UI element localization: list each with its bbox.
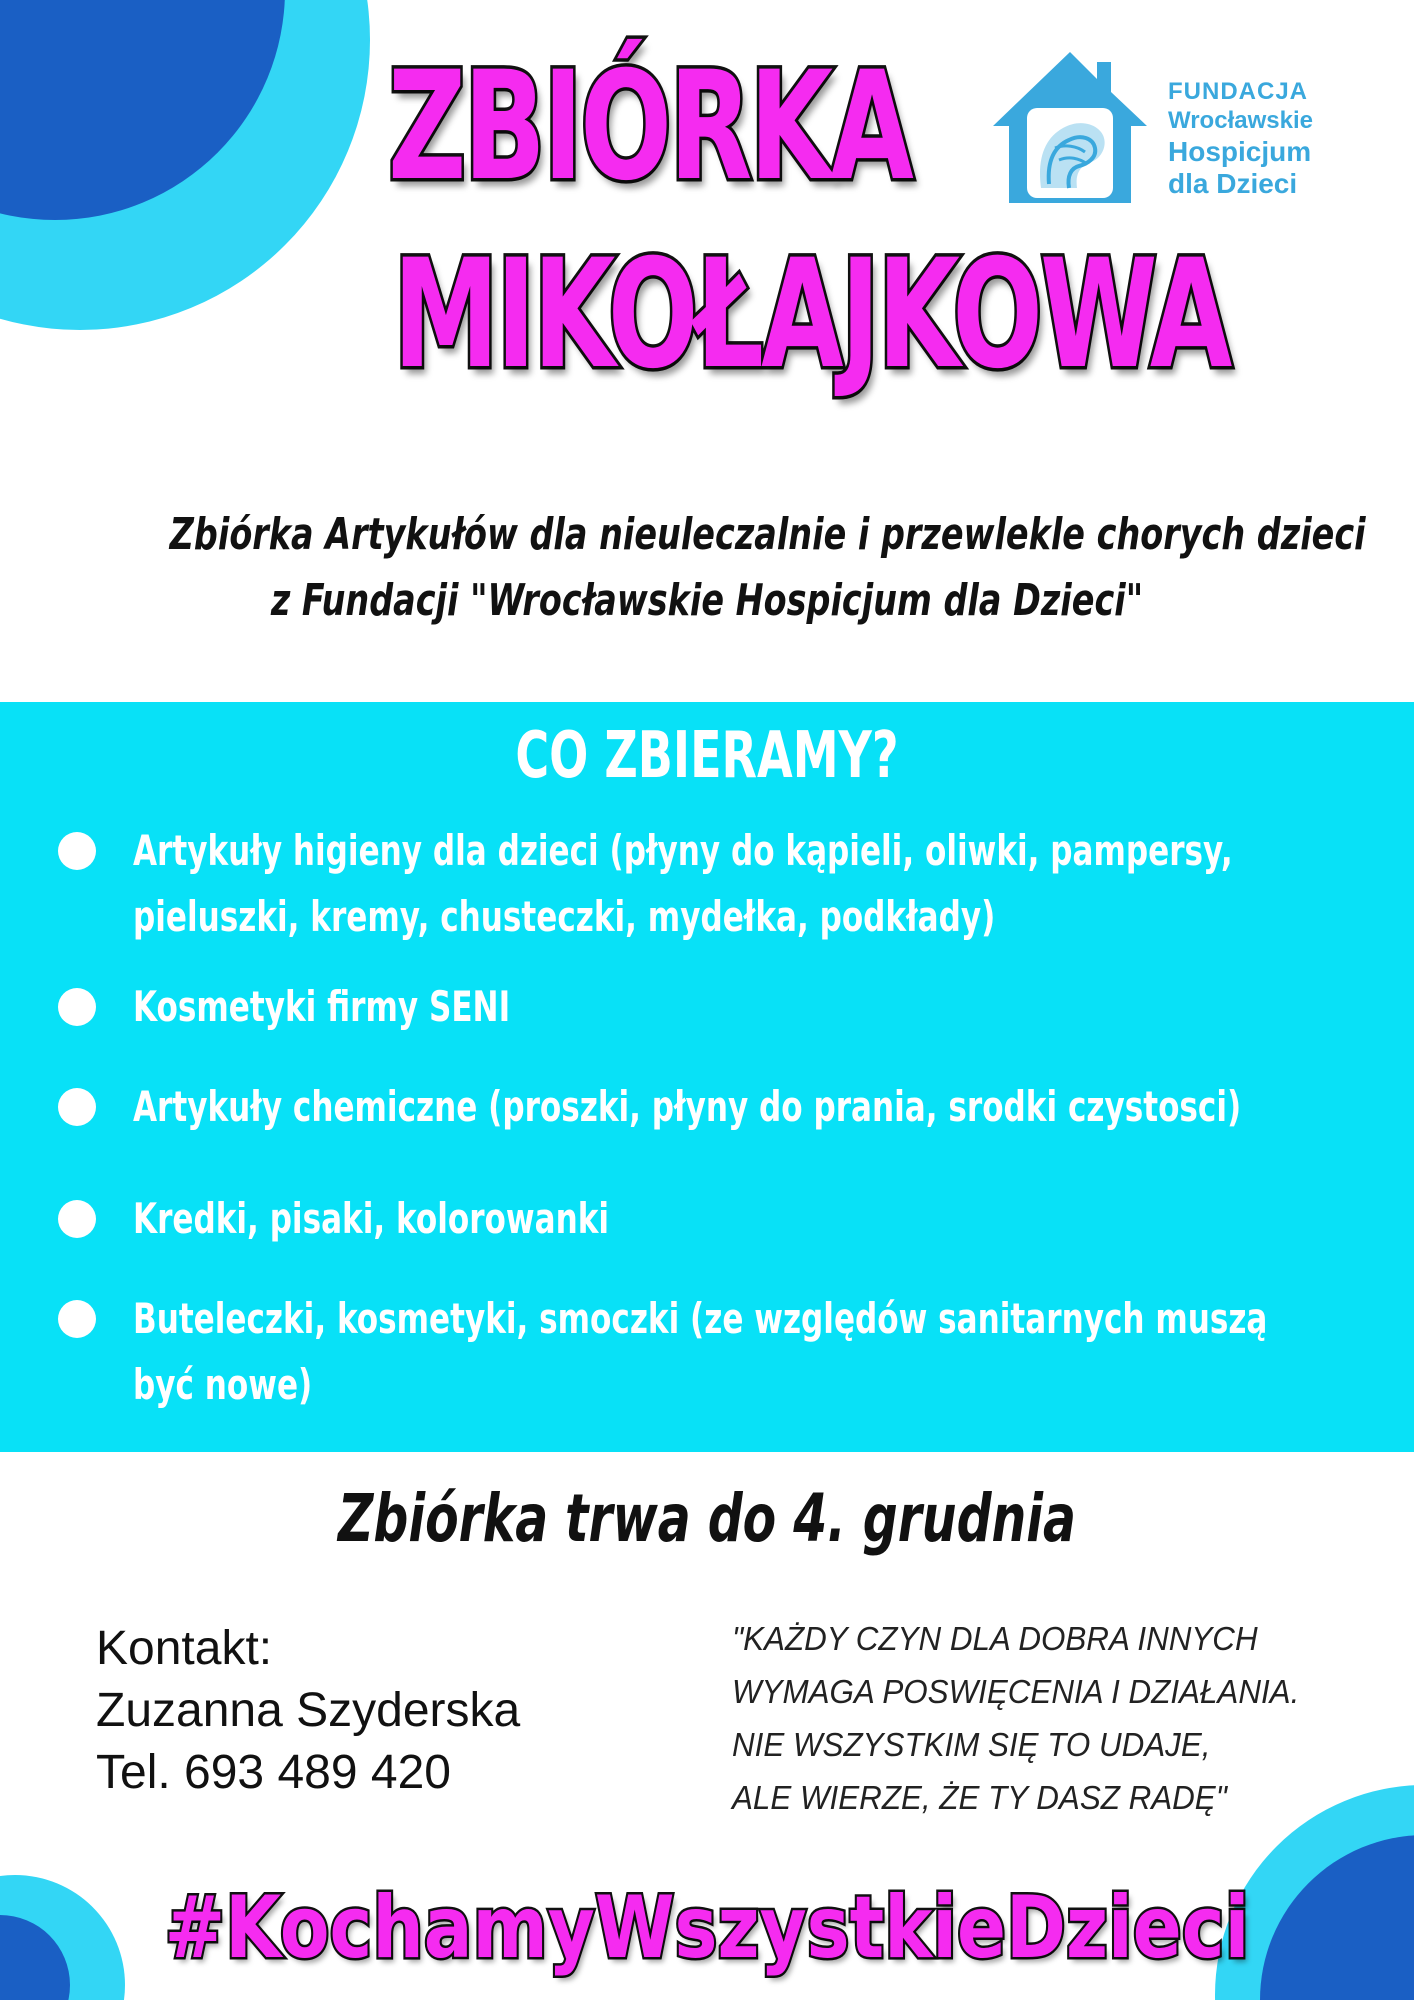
headline-line-1: ZBIÓRKA (388, 40, 911, 214)
list-item-text (133, 974, 510, 1040)
list-item-text (133, 1186, 609, 1252)
quote-line-4: ALE WIERZE, ŻE TY DASZ RADĘ" (732, 1779, 1227, 1816)
bullet-icon (58, 1088, 96, 1126)
list-item-text (133, 818, 1233, 950)
house-hands-icon (985, 48, 1155, 213)
logo-line-1: FUNDACJA (1168, 78, 1308, 105)
logo-line-4: dla Dzieci (1168, 168, 1298, 199)
quote-line-3: NIE WSZYSTKIM SIĘ TO UDAJE, (732, 1726, 1211, 1763)
list-item-text (133, 1286, 1267, 1418)
list-item-line: być nowe) (133, 1360, 313, 1409)
list-item-line: pieluszki, kremy, chusteczki, mydełka, podkłady) (133, 892, 996, 941)
bullet-icon (58, 832, 96, 870)
logo-line-2: Wrocławskie (1168, 107, 1313, 134)
contact-name: Zuzanna Szyderska (96, 1684, 521, 1737)
hashtag: #KochamyWszystkieDzieci (164, 1878, 1250, 1978)
collection-title: CO ZBIERAMY? (515, 719, 899, 793)
bullet-icon (58, 1300, 96, 1338)
bullet-icon (58, 988, 96, 1026)
quote-line-2: WYMAGA POSWIĘCENIA I DZIAŁANIA. (732, 1673, 1300, 1710)
list-item-text (133, 1074, 1241, 1140)
quote-block (732, 1612, 1329, 1824)
list-item-line: Buteleczki, kosmetyki, smoczki (ze względów sanitarnych muszą (133, 1294, 1268, 1343)
list-item-line: Artykuły chemiczne (proszki, płyny do prania, srodki czystosci) (133, 1082, 1242, 1131)
contact-block (96, 1618, 520, 1804)
deadline-text: Zbiórka trwa do 4. grudnia (337, 1480, 1077, 1557)
subtitle (0, 502, 1414, 634)
foundation-logo (985, 48, 1345, 218)
list-item-line: Kosmetyki firmy SENI (133, 982, 511, 1031)
contact-label: Kontakt: (96, 1622, 273, 1675)
list-item-line: Kredki, pisaki, kolorowanki (133, 1194, 610, 1243)
bullet-icon (58, 1200, 96, 1238)
subtitle-line-2: z Fundacji "Wrocławskie Hospicjum dla Dzieci" (270, 575, 1144, 626)
logo-line-3: Hospicjum (1168, 136, 1312, 167)
headline-line-2: MIKOŁAJKOWA (393, 228, 1230, 402)
contact-phone: Tel. 693 489 420 (96, 1746, 451, 1799)
list-item-line: Artykuły higieny dla dzieci (płyny do kąpieli, oliwki, pampersy, (133, 826, 1233, 875)
subtitle-line-1: Zbiórka Artykułów dla nieuleczalnie i przewlekle chorych dzieci (169, 509, 1366, 560)
logo-text (1168, 78, 1313, 200)
quote-line-1: "KAŻDY CZYN DLA DOBRA INNYCH (732, 1620, 1258, 1657)
